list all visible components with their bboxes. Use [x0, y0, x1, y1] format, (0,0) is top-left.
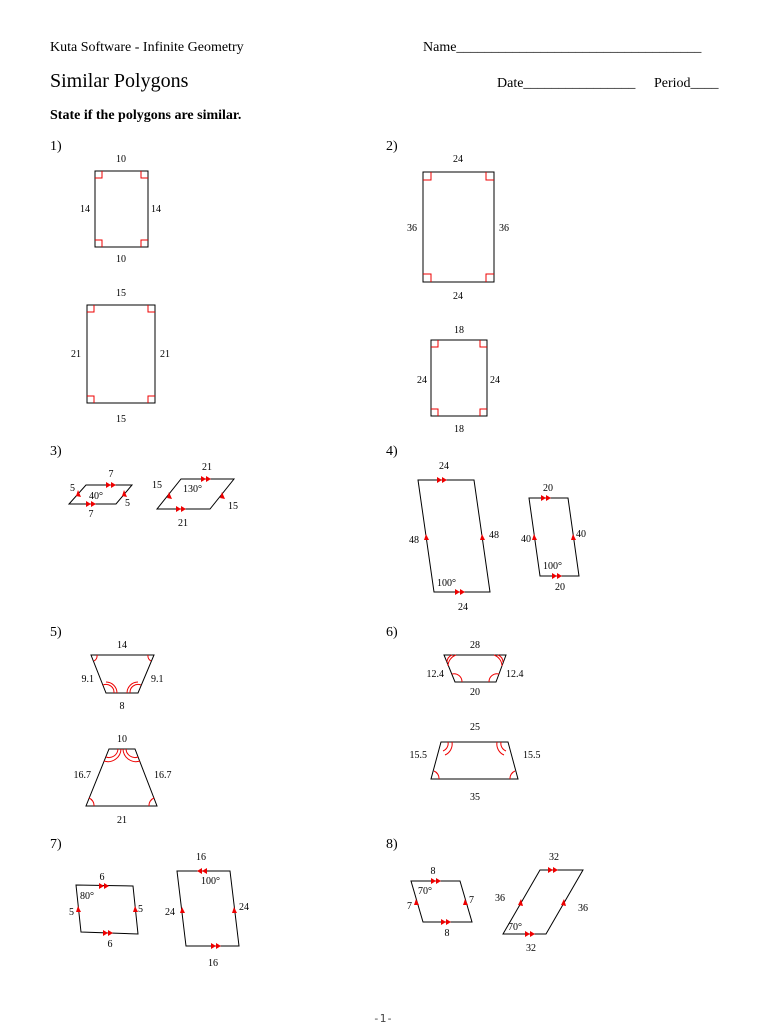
side-label: 24: [453, 154, 463, 165]
side-label: 21: [160, 349, 170, 360]
side-label: 9.1: [151, 674, 164, 685]
side-label: 10: [116, 154, 126, 165]
problem-7-number: 7): [50, 837, 62, 852]
problem-2-rectangle-a: [407, 154, 509, 302]
side-label: 14: [117, 640, 127, 651]
side-label: 18: [454, 325, 464, 336]
side-label: 12.4: [506, 669, 524, 680]
side-label: 14: [151, 204, 161, 215]
problem-2-number: 2): [386, 139, 398, 154]
side-label: 21: [117, 815, 127, 826]
angle-label: 70°: [418, 886, 432, 897]
problem-5-trapezoid-b: [74, 734, 172, 826]
problem-6-number: 6): [386, 625, 398, 640]
side-label: 12.4: [426, 669, 444, 680]
period-field[interactable]: Period____: [654, 76, 719, 91]
side-label: 16: [208, 958, 218, 969]
angle-label: 80°: [80, 891, 94, 902]
side-label: 21: [178, 518, 188, 529]
side-label: 24: [453, 291, 463, 302]
side-label: 15: [116, 288, 126, 299]
problem-4-parallelogram-a: [409, 461, 499, 613]
angle-label: 100°: [437, 578, 456, 589]
angle-label: 100°: [201, 876, 220, 887]
problem-2-rectangle-b: [417, 325, 500, 435]
side-label: 32: [526, 943, 536, 954]
side-label: 24: [458, 602, 468, 613]
problem-4-parallelogram-b: [521, 483, 586, 593]
angle-label: 130°: [183, 484, 202, 495]
side-label: 36: [578, 903, 588, 914]
side-label: 15: [116, 414, 126, 425]
side-label: 8: [430, 866, 436, 877]
side-label: 10: [117, 734, 127, 745]
publisher-name: Kuta Software - Infinite Geometry: [50, 40, 244, 55]
side-label: 20: [555, 582, 565, 593]
problem-7-parallelogram-a: [69, 872, 143, 950]
side-label: 24: [165, 907, 175, 918]
side-label: 9.1: [81, 674, 94, 685]
side-label: 24: [490, 375, 500, 386]
date-field[interactable]: Date________________: [497, 76, 636, 91]
problem-8-parallelogram-b: [495, 852, 588, 954]
side-label: 7: [88, 509, 94, 520]
side-label: 36: [407, 223, 417, 234]
side-label: 18: [454, 424, 464, 435]
problem-5-number: 5): [50, 625, 62, 640]
side-label: 35: [470, 792, 480, 803]
problem-1-rectangle-b: [71, 288, 170, 425]
problem-6-trapezoid-a: [427, 640, 524, 698]
angle-label: 100°: [543, 561, 562, 572]
side-label: 48: [409, 535, 419, 546]
side-label: 24: [439, 461, 449, 472]
instructions: State if the polygons are similar.: [50, 108, 242, 123]
side-label: 36: [495, 893, 505, 904]
side-label: 40: [521, 534, 531, 545]
side-label: 6: [99, 872, 105, 883]
problem-1-rectangle-a: [80, 154, 161, 265]
problem-3-parallelogram-b: [152, 462, 238, 529]
side-label: 10: [116, 254, 126, 265]
side-label: 24: [239, 902, 249, 913]
side-label: 24: [417, 375, 427, 386]
problem-1-number: 1): [50, 139, 62, 154]
side-label: 25: [470, 722, 480, 733]
side-label: 40: [576, 529, 586, 540]
problem-5-trapezoid-a: [82, 640, 164, 712]
side-label: 16.7: [73, 770, 91, 781]
side-label: 16: [196, 852, 206, 863]
side-label: 8: [444, 928, 450, 939]
problem-8-number: 8): [386, 837, 398, 852]
worksheet-title: Similar Polygons: [50, 70, 189, 92]
side-label: 36: [499, 223, 509, 234]
name-field[interactable]: Name___________________________________: [423, 40, 702, 55]
side-label: 16.7: [154, 770, 172, 781]
side-label: 20: [543, 483, 553, 494]
side-label: 48: [489, 530, 499, 541]
problem-7-parallelogram-b: [165, 852, 249, 969]
problem-3-parallelogram-a: [69, 469, 132, 520]
side-label: 5: [138, 904, 143, 915]
side-label: 7: [108, 469, 114, 480]
page-number: -1-: [373, 1012, 393, 1025]
side-label: 5: [70, 483, 75, 494]
side-label: 15: [152, 480, 162, 491]
angle-label: 70°: [508, 922, 522, 933]
side-label: 5: [125, 498, 130, 509]
side-label: 7: [469, 895, 474, 906]
side-label: 6: [107, 939, 113, 950]
side-label: 21: [71, 349, 81, 360]
problem-6-trapezoid-b: [410, 722, 541, 803]
side-label: 5: [69, 907, 74, 918]
side-label: 15: [228, 501, 238, 512]
side-label: 15.5: [523, 750, 541, 761]
side-label: 21: [202, 462, 212, 473]
problem-4-number: 4): [386, 444, 398, 459]
side-label: 8: [119, 701, 125, 712]
side-label: 15.5: [409, 750, 427, 761]
side-label: 7: [407, 901, 412, 912]
problem-3-number: 3): [50, 444, 62, 459]
side-label: 14: [80, 204, 90, 215]
problem-8-parallelogram-a: [407, 866, 474, 939]
side-label: 32: [549, 852, 559, 863]
side-label: 28: [470, 640, 480, 651]
side-label: 20: [470, 687, 480, 698]
angle-label: 40°: [89, 491, 103, 502]
